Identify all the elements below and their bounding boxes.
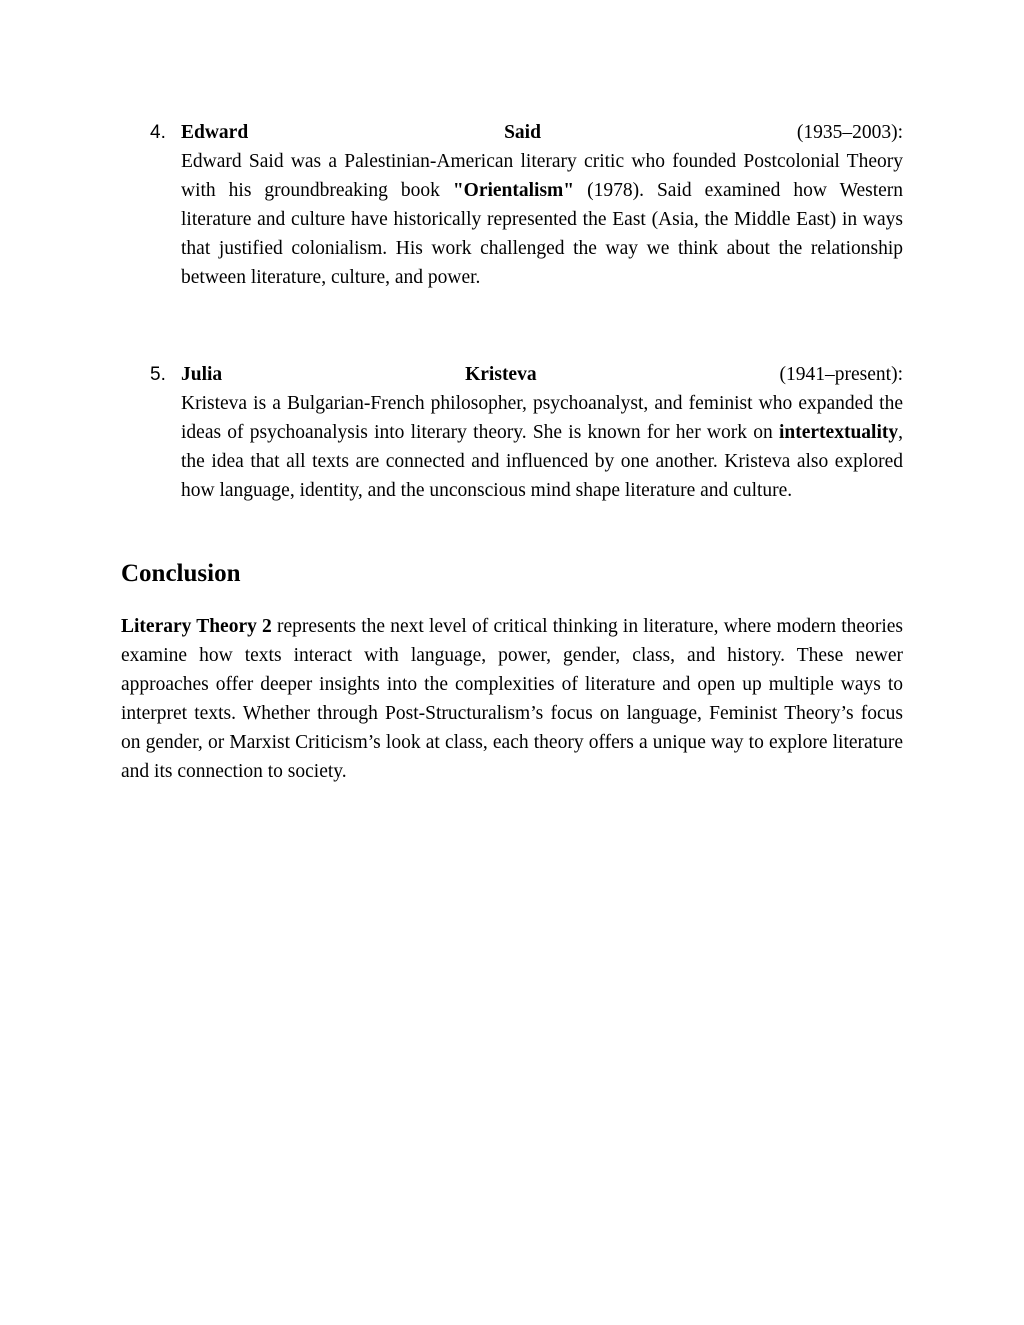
description-text-before: Kristeva is a Bulgarian-French philosopher, psychoanalyst, and feminist who expanded the ideas of psychoanalysis into literary theory. She is known for her work on xyxy=(181,393,903,443)
person-dates: (1935–2003): xyxy=(796,122,903,143)
list-item-body xyxy=(181,118,903,292)
list-item-body xyxy=(181,360,903,505)
person-last-name: Kristeva xyxy=(465,364,537,385)
key-term: intertextuality xyxy=(778,422,899,443)
list-item-edward-said xyxy=(150,118,903,292)
list-item-description xyxy=(181,147,903,292)
person-first-name: Julia xyxy=(181,364,223,385)
conclusion-paragraph xyxy=(121,612,903,786)
list-item-julia-kristeva xyxy=(150,360,903,505)
description-text-before: Edward Said was a Palestinian-American literary critic who founded Postcolonial Theory with his groundbreaking book xyxy=(181,151,903,201)
description-text-after: (1978). Said examined how Western literature and culture have historically represented the East (Asia, the Middle East) in ways that justified colonialism. His work challenged the way we think about the relationship between literature, culture, and power. xyxy=(181,180,904,288)
section-heading-conclusion: Conclusion xyxy=(121,560,241,587)
list-item-description xyxy=(181,389,903,505)
person-last-name: Said xyxy=(504,122,541,143)
book-title: "Orientalism" xyxy=(452,180,575,201)
description-text-after: , the idea that all texts are connected and influenced by one another. Kristeva also explored how language, identity, and the unconscious mind shape literature and culture. xyxy=(181,422,903,501)
conclusion-body-text: represents the next level of critical thinking in literature, where modern theories examine how texts interact with language, power, gender, class, and history. These newer approaches offer deeper insights into the complexities of literature and open up multiple ways to interpret texts. Whether through Post-Structuralism’s focus on language, Feminist Theory’s focus on gender, or Marxist Criticism’s look at class, each theory offers a unique way to explore literature and its connection to society. xyxy=(121,616,903,782)
list-item-number: 4. xyxy=(150,122,166,143)
list-item-heading xyxy=(181,118,903,147)
conclusion-bold-lead: Literary Theory 2 xyxy=(121,616,272,637)
list-item-number: 5. xyxy=(150,364,166,385)
list-item-heading xyxy=(181,360,903,389)
person-dates: (1941–present): xyxy=(779,364,903,385)
person-first-name: Edward xyxy=(181,122,249,143)
